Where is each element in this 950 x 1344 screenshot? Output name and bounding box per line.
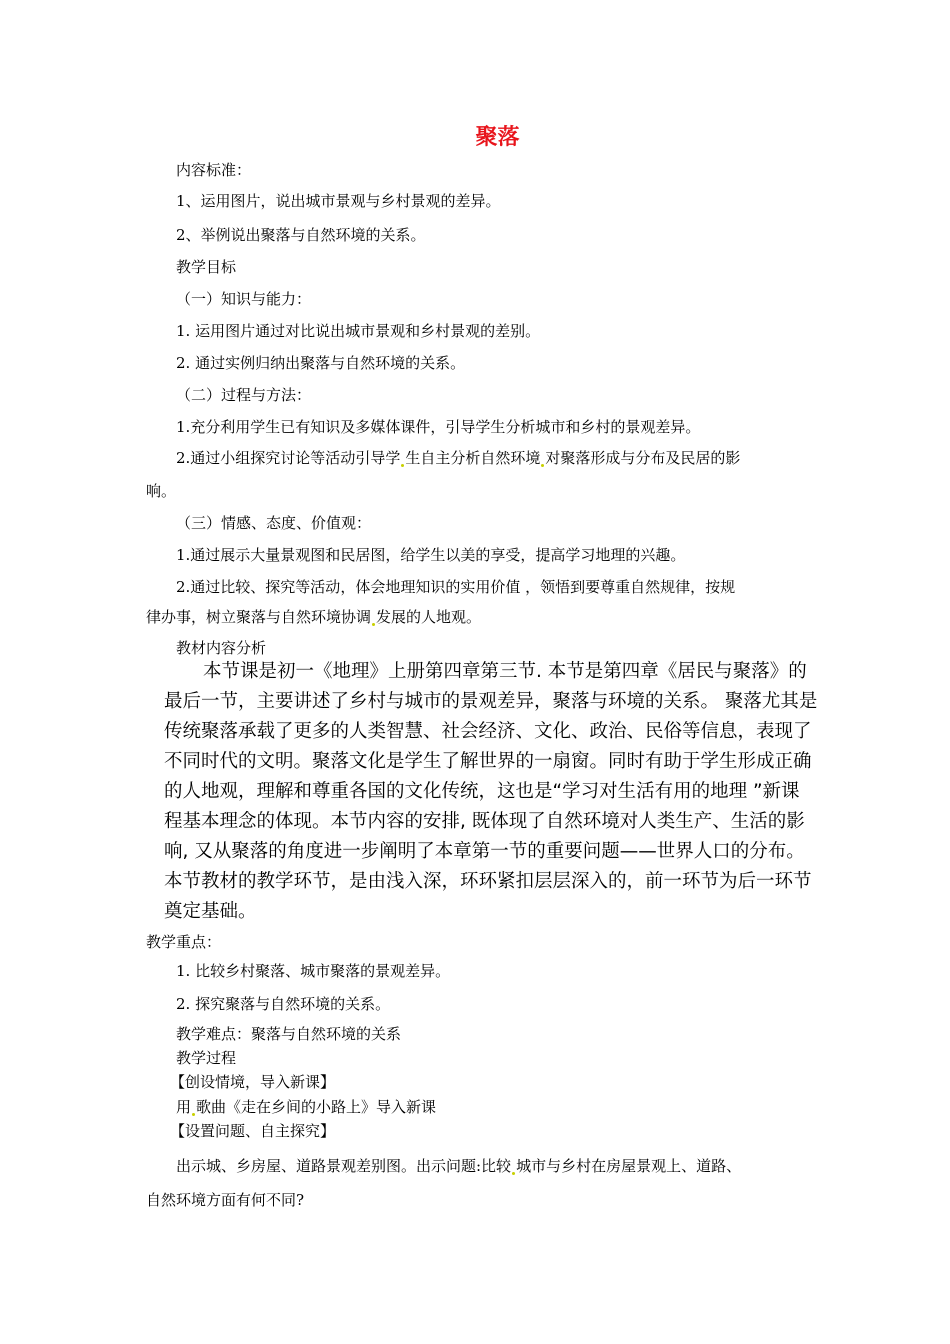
knowledge-item-1: 1. 运用图片通过对比说出城市景观和乡村景观的差别。 <box>176 322 541 340</box>
material-analysis-line-3: 传统聚落承载了更多的人类智慧、社会经济、文化、政治、民俗等信息，表现了 <box>164 721 812 742</box>
emotion-heading: （三）情感、态度、价值观： <box>176 514 372 532</box>
emotion-item-2-line-2 <box>146 607 481 627</box>
content-standard-item-2: 2、举例说出聚落与自然环境的关系。 <box>176 226 426 244</box>
content-standard-heading: 内容标准： <box>176 161 252 179</box>
section-create-scenario-text <box>176 1097 436 1117</box>
difficulty: 教学难点：聚落与自然环境的关系 <box>176 1025 402 1043</box>
content-standard-item-1: 1、运用图片，说出城市景观与乡村景观的差异。 <box>176 192 501 210</box>
material-analysis-line-1: 本节课是初一《地理》上册第四章第三节. 本节是第四章《居民与聚落》的 <box>203 661 807 682</box>
teaching-process-heading: 教学过程 <box>176 1049 237 1067</box>
emotion-item-1: 1.通过展示大量景观图和民居图，给学生以美的享受，提高学习地理的兴趣。 <box>176 546 686 564</box>
yellow-dot-icon <box>541 464 544 467</box>
process-method-item-2-part-3: 对聚落形成与分布及民居的影 <box>545 449 741 467</box>
material-analysis-line-6: 程基本理念的体现。本节内容的安排, 既体现了自然环境对人类生产、生活的影 <box>164 811 805 832</box>
material-analysis-line-5: 的人地观，理解和尊重各国的文化传统，这也是“学习对生活有用的地理 ”新课 <box>164 781 800 802</box>
material-analysis-heading: 教材内容分析 <box>176 639 267 657</box>
section-set-questions: 【设置问题、自主探究】 <box>170 1122 336 1140</box>
section-set-questions-line-2: 自然环境方面有何不同? <box>146 1191 305 1209</box>
key-point-2: 2. 探究聚落与自然环境的关系。 <box>176 995 391 1013</box>
key-point-1: 1. 比较乡村聚落、城市聚落的景观差异。 <box>176 962 451 980</box>
process-method-item-2 <box>176 448 740 468</box>
key-points-heading: 教学重点： <box>146 933 222 951</box>
emotion-item-2-line-1: 2.通过比较、探究等活动，体会地理知识的实用价值 ，领悟到要尊重自然规律，按规 <box>176 578 736 596</box>
material-analysis-line-9: 奠定基础。 <box>164 901 257 922</box>
yellow-dot-icon <box>401 464 404 467</box>
page-title: 聚落 <box>475 125 520 150</box>
emotion-item-2-line-2-part-1: 律办事，树立聚落与自然环境协调 <box>146 608 372 626</box>
process-method-item-2-part-2: 生自主分析自然环境 <box>405 449 541 467</box>
knowledge-heading: （一）知识与能力： <box>176 290 312 308</box>
yellow-dot-icon <box>512 1172 515 1175</box>
emotion-item-2-line-2-part-2: 发展的人地观。 <box>376 608 482 626</box>
section-set-questions-line-1-part-2: 城市与乡村在房屋景观上、道路、 <box>516 1157 742 1175</box>
yellow-dot-icon <box>372 623 375 626</box>
material-analysis-line-7: 响, 又从聚落的角度进一步阐明了本章第一节的重要问题——世界人口的分布。 <box>164 841 805 862</box>
material-analysis-line-8: 本节教材的教学环节，是由浅入深，环环紧扣层层深入的，前一环节为后一环节 <box>164 871 812 892</box>
process-method-item-2-continued: 响。 <box>146 482 177 500</box>
teaching-goals-heading: 教学目标 <box>176 258 237 276</box>
knowledge-item-2: 2. 通过实例归纳出聚落与自然环境的关系。 <box>176 354 466 372</box>
section-set-questions-line-1 <box>176 1156 741 1176</box>
process-method-heading: （二）过程与方法： <box>176 386 312 404</box>
material-analysis-line-4: 不同时代的文明。聚落文化是学生了解世界的一扇窗。同时有助于学生形成正确 <box>164 751 812 772</box>
section-create-scenario: 【创设情境，导入新课】 <box>170 1073 336 1091</box>
process-method-item-1: 1.充分利用学生已有知识及多媒体课件，引导学生分析城市和乡村的景观差异。 <box>176 418 701 436</box>
section-set-questions-line-1-part-1: 出示城、乡房屋、道路景观差别图。出示问题:比较 <box>176 1157 512 1175</box>
material-analysis-line-2: 最后一节，主要讲述了乡村与城市的景观差异，聚落与环境的关系。 聚落尤其是 <box>164 691 818 712</box>
section-create-scenario-text-part-2: 歌曲《走在乡间的小路上》导入新课 <box>196 1098 437 1116</box>
yellow-dot-icon <box>192 1113 195 1116</box>
process-method-item-2-part-1: 2.通过小组探究讨论等活动引导学 <box>176 449 401 467</box>
section-create-scenario-text-part-1: 用 <box>176 1098 192 1116</box>
